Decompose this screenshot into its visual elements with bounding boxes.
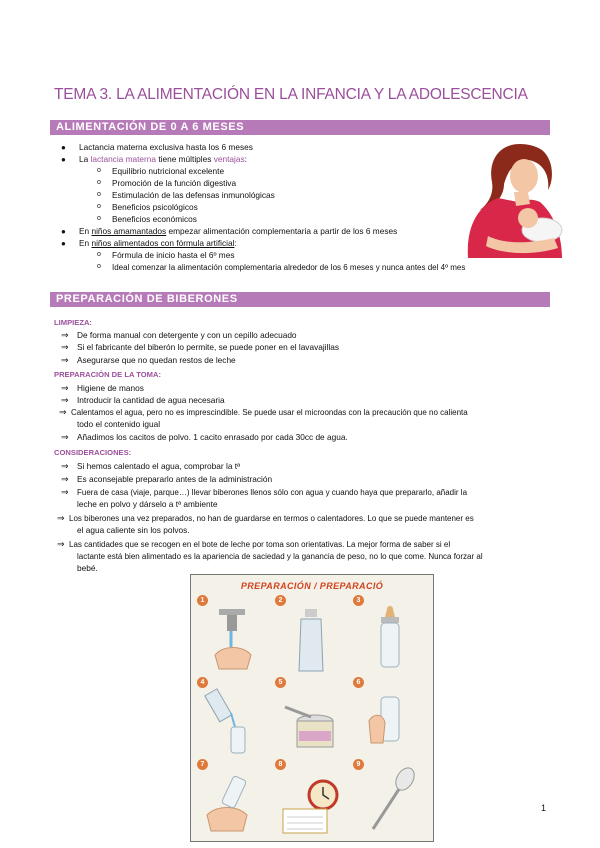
step-number: 6 [353,677,364,688]
poster-title: PREPARACIÓN / PREPARACIÓ [240,581,384,591]
poster-step [275,595,349,675]
bullet: o [97,203,101,210]
list-item: el agua caliente sin los polvos. [77,525,190,535]
poster-step [197,759,271,839]
poster-step [197,595,271,675]
list-item: En niños alimentados con fórmula artificial: [79,238,237,248]
arrow-icon: ⇒ [61,330,69,340]
list-item: Fórmula de inicio hasta el 6º mes [112,250,235,260]
breastfeeding-illustration [458,140,578,260]
list-item: Asegurarse que no quedan restos de leche [77,355,236,365]
step-number: 1 [197,595,208,606]
list-item: Las cantidades que se recogen en el bote de leche por toma son orientativas. La mejor forma de saber si el [69,540,451,549]
bullet: o [97,191,101,198]
list-item: Beneficios psicológicos [112,202,198,212]
arrow-icon: ⇒ [61,432,69,442]
arrow-icon: ⇒ [59,407,67,417]
list-item: Equilibrio nutricional excelente [112,166,225,176]
step-number: 4 [197,677,208,688]
bottle-brush-icon [353,759,427,839]
arrow-icon: ⇒ [57,539,65,549]
bullet: ● [61,227,66,236]
bullet: o [97,167,101,174]
list-item: En niños amamantados empezar alimentación complementaria a partir de los 6 meses [79,226,398,236]
list-item: Si hemos calentado el agua, comprobar la tª [77,461,241,471]
pour-water-icon [197,677,271,757]
poster-step [353,595,427,675]
test-temperature-icon [197,759,271,839]
bullet: o [97,263,101,270]
step-number: 2 [275,595,286,606]
list-item: todo el contenido igual [77,419,161,429]
arrow-icon: ⇒ [61,395,69,405]
alarm-clock-icon [275,759,349,839]
subheading-consideraciones: CONSIDERACIONES: [54,448,132,457]
list-item: La lactancia materna tiene múltiples ventajas: [79,154,247,164]
list-item: Beneficios económicos [112,214,197,224]
section-header-biberones: PREPARACIÓN DE BIBERONES [50,292,550,307]
list-item: lactante está bien alimentado es la apariencia de saciedad y la ganancia de peso, no lo que come. Nunca forzar al [77,552,483,561]
list-item: Añadimos los cacitos de polvo. 1 cacito enrasado por cada 30cc de agua. [77,432,348,442]
page-number: 1 [540,803,546,813]
bullet: o [97,251,101,258]
arrow-icon: ⇒ [61,383,69,393]
subheading-toma: PREPARACIÓN DE LA TOMA: [54,370,162,379]
arrow-icon: ⇒ [57,513,65,523]
poster-step [275,759,349,839]
poster-step [197,677,271,757]
bullet: ● [61,155,66,164]
bullet: ● [61,143,66,152]
list-item: Estimulación de las defensas inmunológicas [112,190,275,200]
list-item: Promoción de la función digestiva [112,178,237,188]
step-number: 7 [197,759,208,770]
poster-step [353,759,427,839]
list-item: Ideal comenzar la alimentación complementaria alrededor de los 6 meses y nunca antes del 4º mes [112,263,466,272]
list-item: bebé. [77,563,98,573]
water-bottle-icon [275,595,349,675]
subheading-limpieza: LIMPIEZA: [54,318,92,327]
arrow-icon: ⇒ [61,474,69,484]
list-item: Los biberones una vez preparados, no han de guardarse en termos o calentadores. Lo que se puede mantener es [69,514,474,523]
list-item: De forma manual con detergente y con un cepillo adecuado [77,330,297,340]
bullet: o [97,215,101,222]
page-title: TEMA 3. LA ALIMENTACIÓN EN LA INFANCIA Y LA ADOLESCENCIA [54,86,528,103]
arrow-icon: ⇒ [61,355,69,365]
arrow-icon: ⇒ [61,487,69,497]
section-header-alimentacion: ALIMENTACIÓN DE 0 A 6 MESES [50,120,550,135]
step-number: 8 [275,759,286,770]
list-item: Es aconsejable prepararlo antes de la administración [77,474,273,484]
formula-tin-icon [275,677,349,757]
preparation-poster-image [190,574,434,842]
step-number: 5 [275,677,286,688]
list-item: Higiene de manos [77,383,144,393]
list-item: Si el fabricante del biberón lo permite, se puede poner en el lavavajillas [77,342,339,352]
bullet: ● [61,239,66,248]
step-number: 3 [353,595,364,606]
shake-bottle-icon [353,677,427,757]
step-number: 9 [353,759,364,770]
hand-washing-icon [197,595,271,675]
poster-step [353,677,427,757]
arrow-icon: ⇒ [61,461,69,471]
list-item: leche en polvo y dárselo a tª ambiente [77,499,218,509]
poster-step [275,677,349,757]
list-item: Introducir la cantidad de agua necesaria [77,395,225,405]
list-item: Calentamos el agua, pero no es imprescindible. Se puede usar el microondas con la precaución que no calienta [71,408,468,417]
list-item: Fuera de casa (viaje, parque…) llevar biberones llenos sólo con agua y cuando haya que prepararlo, añadir la [77,488,468,497]
arrow-icon: ⇒ [61,342,69,352]
list-item: Lactancia materna exclusiva hasta los 6 meses [79,142,253,152]
bullet: o [97,179,101,186]
baby-bottle-icon [353,595,427,675]
